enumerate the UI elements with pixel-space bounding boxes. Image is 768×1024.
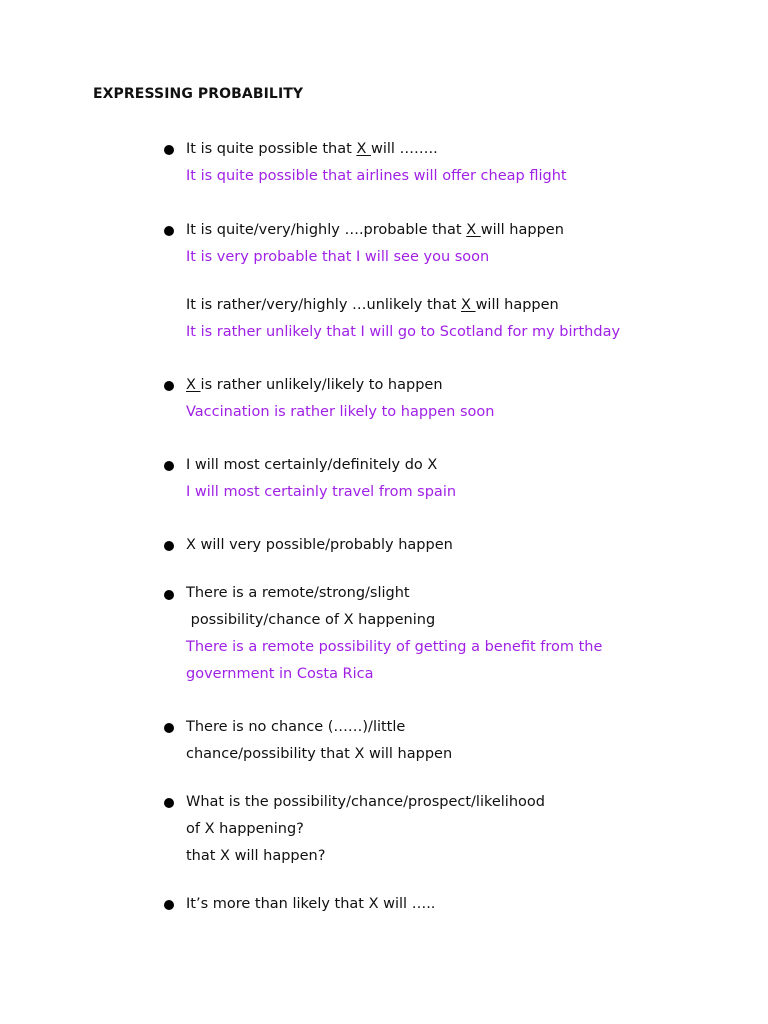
phrase-text: will happen: [480, 222, 564, 238]
example-sentence: It is very probable that I will see you soon: [186, 249, 490, 265]
bullet-icon: [164, 381, 174, 391]
phrase-text: It is rather/very/highly …unlikely that: [186, 297, 462, 313]
phrase-text: It is quite possible that: [186, 141, 357, 157]
phrase-text: It is quite/very/highly ….probable that: [186, 222, 467, 238]
bullet-icon: [164, 541, 174, 551]
example-sentence: I will most certainly travel from spain: [186, 484, 457, 500]
bullet-icon: [164, 900, 174, 910]
phrase-line: There is a remote/strong/slight: [186, 585, 410, 601]
phrase-line: I will most certainly/definitely do X: [186, 457, 438, 473]
placeholder-x: X: [186, 377, 201, 393]
example-sentence: There is a remote possibility of getting a benefit from the: [186, 639, 603, 655]
phrase-line: [186, 220, 564, 240]
phrase-line: of X happening?: [186, 821, 304, 837]
placeholder-x: X: [461, 297, 476, 313]
phrase-line: [186, 139, 438, 159]
phrase-line: [186, 375, 443, 395]
bullet-icon: [164, 590, 174, 600]
placeholder-x: X: [466, 222, 481, 238]
placeholder-x: X: [356, 141, 371, 157]
phrase-line: possibility/chance of X happening: [186, 612, 436, 628]
phrase-text: is rather unlikely/likely to happen: [200, 377, 443, 393]
example-sentence: Vaccination is rather likely to happen soon: [186, 404, 495, 420]
phrase-line: [186, 295, 559, 315]
phrase-text: will happen: [475, 297, 559, 313]
bullet-icon: [164, 226, 174, 236]
bullet-icon: [164, 461, 174, 471]
example-sentence: It is rather unlikely that I will go to Scotland for my birthday: [186, 324, 621, 340]
phrase-text: will ……..: [370, 141, 438, 157]
phrase-line: There is no chance (……)/little: [186, 719, 406, 735]
phrase-line: What is the possibility/chance/prospect/likelihood: [186, 794, 545, 810]
bullet-icon: [164, 798, 174, 808]
example-sentence: It is quite possible that airlines will offer cheap flight: [186, 168, 567, 184]
bullet-icon: [164, 723, 174, 733]
phrase-line: It’s more than likely that X will …..: [186, 896, 436, 912]
phrase-line: X will very possible/probably happen: [186, 537, 453, 553]
phrase-line: that X will happen?: [186, 848, 326, 864]
document-title: EXPRESSING PROBABILITY: [93, 86, 304, 102]
bullet-icon: [164, 145, 174, 155]
phrase-line: chance/possibility that X will happen: [186, 746, 453, 762]
example-sentence: government in Costa Rica: [186, 666, 374, 682]
